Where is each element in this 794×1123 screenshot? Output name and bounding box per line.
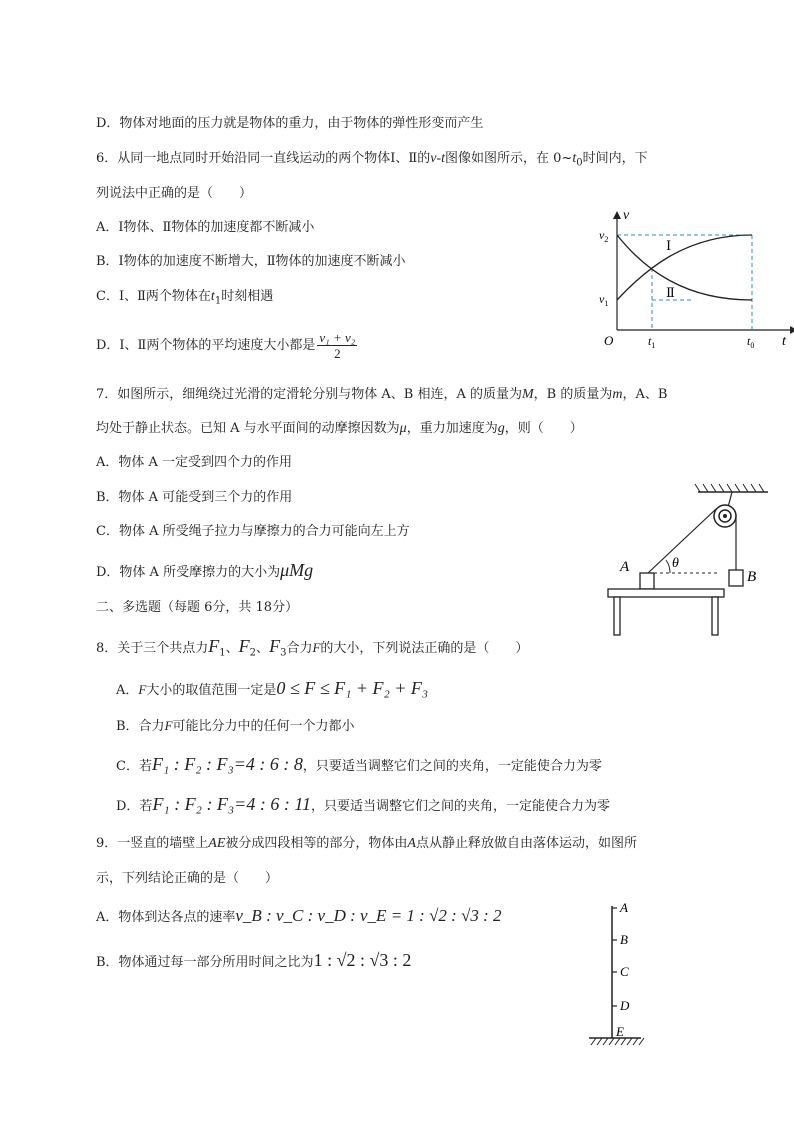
q6-vt-graph (590, 205, 794, 350)
q7-stem-text-1: 7．如图所示，细绳绕过光滑的定滑轮分别与物体 A、B 相连，A 的质量为 (96, 387, 522, 402)
q6-stem-text-2: 图像如图所示，在 0~ (445, 151, 573, 166)
q7-stem-line2-text-2: ，重力加速度为 (406, 421, 498, 436)
q8-stem-sep1: 、 (225, 641, 239, 656)
q6-option-c-sub: 1 (214, 295, 222, 307)
q9-stem-AE: AE (208, 836, 226, 851)
q6-stem-vt: v-t (430, 151, 446, 166)
q7-stem-text-3: ，A、B (622, 387, 668, 402)
q8-option-d (116, 794, 610, 817)
axis-t-label: t (782, 334, 786, 349)
table-leg-left (614, 597, 620, 635)
q8-stem-F3-sub: 3 (280, 647, 287, 659)
label-c: C (620, 964, 629, 979)
q6-stem (96, 149, 648, 174)
q6-stem-t0: t (572, 151, 577, 166)
label-e: E (616, 1024, 624, 1039)
q8-stem-F2: F (238, 636, 250, 656)
q9-wall-figure (585, 898, 655, 1048)
q7-option-a: A．物体 A 一定受到四个力的作用 (96, 455, 293, 470)
q6-option-c-text-1: C．Ⅰ、Ⅱ两个物体在 (96, 289, 211, 304)
q8-stem-F3: F (269, 636, 281, 656)
q9-stem-A: A (407, 836, 416, 851)
q7-stem-mu: μ (399, 421, 407, 436)
q8-stem-text-1: 8．关于三个共点力 (96, 641, 209, 656)
q8-option-a-expr: 0 ≤ F ≤ F₁ + F₂ + F₃ (276, 678, 429, 698)
q8-option-c-expr: F₁ : F₂ : F₃=4 : 6 : 8 (151, 754, 303, 774)
q8-option-c (116, 754, 602, 777)
q8-option-a-F: F (138, 682, 147, 697)
v1-label: $v_1$ (599, 292, 609, 308)
q7-option-d-text: D．物体 A 所受摩擦力的大小为 (96, 565, 281, 580)
q7-stem-line2-text-3: ，则（ ） (504, 421, 583, 436)
label-d: D (620, 998, 630, 1013)
origin-label: O (604, 333, 614, 348)
q7-option-d (96, 560, 313, 583)
q9-option-a (96, 906, 502, 928)
q7-stem-text-2: ，B 的质量为 (533, 387, 613, 402)
q9-option-a-text: A．物体到达各点的速率 (96, 910, 236, 925)
v2-label: $v_2$ (599, 228, 609, 244)
q7-stem-M: M (522, 387, 534, 402)
q9-option-b-expr: 1 : √2 : √3 : 2 (313, 950, 412, 970)
q7-pulley-figure (600, 478, 775, 638)
t1-label: $t_1$ (648, 334, 656, 350)
label-theta: θ (672, 556, 679, 571)
q6-option-b: B．Ⅰ物体的加速度不断增大，Ⅱ物体的加速度不断减小 (96, 254, 406, 269)
section2-heading: 二、多选题（每题 6分，共 18分） (96, 600, 299, 615)
q8-option-a-text-2: 大小的取值范围一定是 (146, 683, 277, 698)
label-b: B (747, 569, 757, 585)
q7-stem-m: m (612, 387, 623, 402)
q6-option-d (96, 328, 357, 364)
q6-stem-text-1: 6．从同一地点同时开始沿同一直线运动的两个物体Ⅰ、Ⅱ的 (96, 151, 431, 166)
q8-option-a-text-1: A． (116, 683, 139, 698)
q9-stem-text-1: 9．一竖直的墙壁上 (96, 836, 209, 851)
q7-stem (96, 385, 667, 405)
label-a: A (620, 900, 628, 915)
q8-option-c-text-1: C．若 (116, 759, 152, 774)
q8-stem-text-3: 的大小，下列说法正确的是（ ） (320, 641, 529, 656)
q8-option-d-text-1: D．若 (116, 799, 153, 814)
v-axis-arrow-icon (613, 211, 621, 219)
t-axis-arrow-icon (790, 326, 794, 334)
pulley-axle (723, 514, 727, 518)
q8-stem-sep2: 、 (256, 641, 270, 656)
q9-option-b (96, 950, 411, 973)
q6-option-c (96, 287, 273, 312)
q5-option-d: D．物体对地面的压力就是物体的重力，由于物体的弹性形变而产生 (96, 116, 484, 131)
ground-hatch (591, 1038, 644, 1045)
curve-II-label: Ⅱ (666, 285, 675, 300)
q7-option-d-expr: μMg (280, 560, 314, 580)
q8-option-b-text-1: B．合力 (116, 719, 165, 734)
q7-option-c: C．物体 A 所受绳子拉力与摩擦力的合力可能向左上方 (96, 524, 410, 539)
q6-option-d-denominator: 2 (334, 346, 341, 361)
curve-I-label: Ⅰ (666, 238, 672, 253)
q6-stem-line2: 列说法中正确的是（ ） (96, 186, 253, 201)
label-a: A (620, 559, 630, 575)
table-top (608, 589, 724, 597)
q7-stem-g: g (497, 421, 505, 436)
q9-option-a-expr: v_B : v_C : v_D : v_E = 1 : √2 : √3 : 2 (235, 906, 502, 925)
q9-stem (96, 834, 637, 854)
curve-II (617, 235, 752, 300)
q6-option-a: A．Ⅰ物体、Ⅱ物体的加速度都不断减小 (96, 220, 315, 235)
q6-option-d-fraction (317, 330, 357, 361)
q8-option-b (116, 716, 355, 737)
angle-arc (666, 560, 670, 573)
q8-stem-F1-sub: 1 (219, 647, 226, 659)
q8-option-d-expr: F₁ : F₂ : F₃=4 : 6 : 11 (152, 794, 311, 814)
axis-v-label: v (623, 208, 630, 223)
ceiling-hatch (695, 484, 764, 492)
curve-I (617, 235, 752, 300)
q8-option-b-F: F (164, 718, 173, 733)
block-a (640, 573, 654, 589)
q6-option-c-t: t (210, 289, 215, 304)
q8-stem (96, 636, 528, 664)
q9-stem-line2: 示，下列结论正确的是（ ） (96, 871, 279, 886)
q8-option-c-text-2: ，只要适当调整它们之间的夹角，一定能使合力为零 (302, 759, 602, 774)
q6-option-d-text: D．Ⅰ、Ⅱ两个物体的平均速度大小都是 (96, 338, 316, 353)
q8-stem-text-2: 合力 (286, 641, 313, 656)
q8-stem-F: F (312, 640, 321, 655)
q9-option-b-text: B．物体通过每一部分所用时间之比为 (96, 955, 314, 970)
q6-stem-text-3: 时间内，下 (582, 151, 648, 166)
rope-to-a (648, 509, 716, 573)
q8-option-d-text-2: ，只要适当调整它们之间的夹角，一定能使合力为零 (310, 799, 610, 814)
q6-stem-t0-sub: 0 (576, 157, 583, 169)
q9-stem-text-2: 被分成四段相等的部分，物体由 (225, 836, 408, 851)
label-b: B (620, 932, 628, 947)
table-leg-right (712, 597, 718, 635)
q7-stem-line2 (96, 419, 583, 439)
q6-option-d-numerator: v₁ + v₂ (319, 330, 356, 345)
q8-stem-F2-sub: 2 (249, 647, 257, 659)
q7-stem-line2-text-1: 均处于静止状态。已知 A 与水平面间的动摩擦因数为 (96, 421, 400, 436)
q8-stem-F1: F (208, 636, 220, 656)
block-b (729, 570, 743, 586)
t0-label: $t_0$ (747, 334, 755, 350)
q7-option-b: B．物体 A 可能受到三个力的作用 (96, 490, 293, 505)
q8-option-b-text-2: 可能比分力中的任何一个力都小 (172, 719, 355, 734)
q6-option-c-text-2: 时刻相遇 (221, 289, 274, 304)
q8-option-a (116, 678, 428, 701)
q9-stem-text-3: 点从静止释放做自由落体运动，如图所 (415, 836, 637, 851)
